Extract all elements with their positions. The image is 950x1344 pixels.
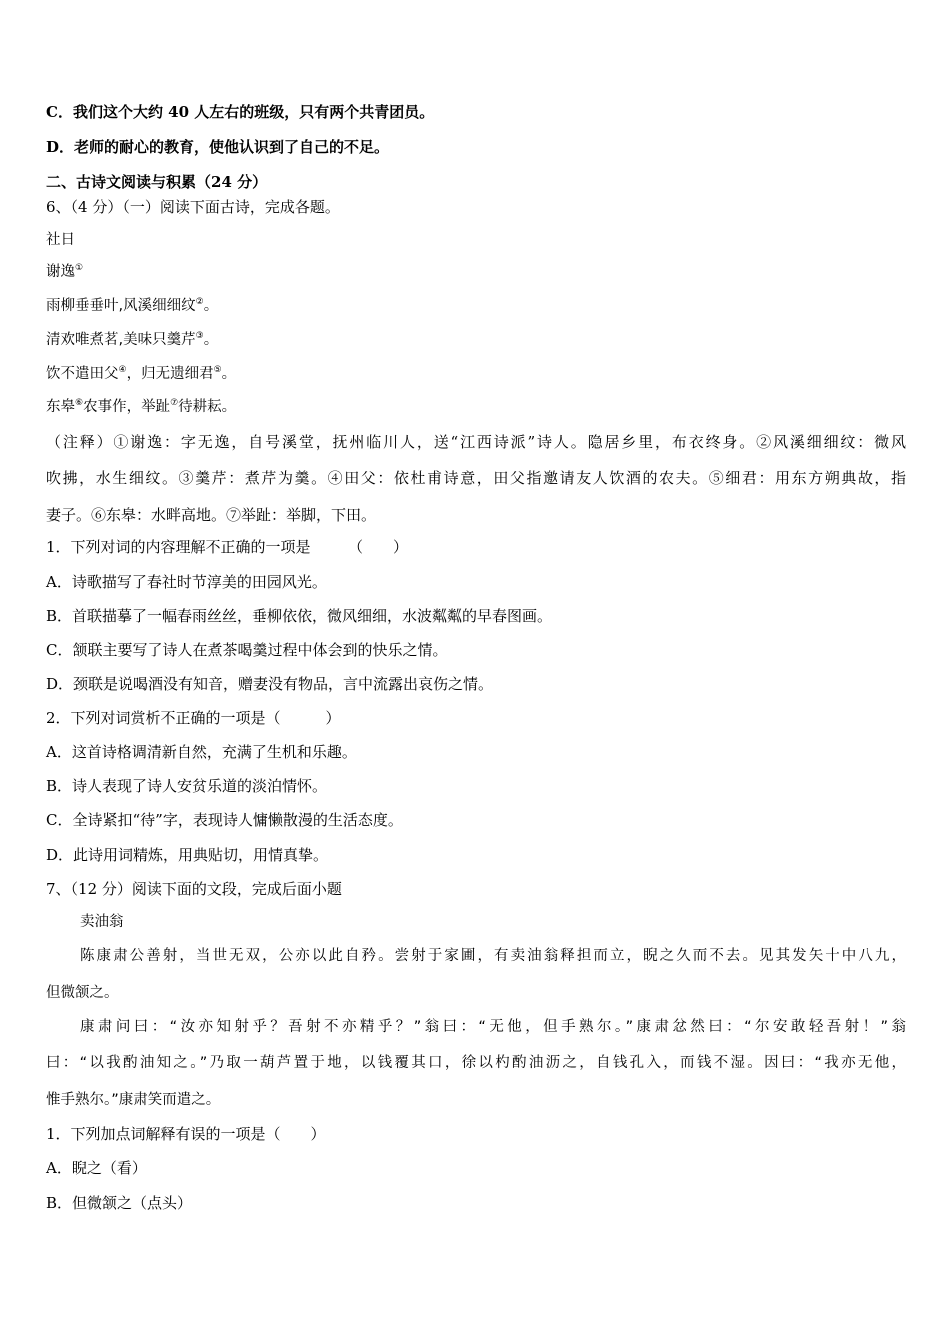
q6-sub1-option-d: D．颈联是说喝酒没有知音，赠妻没有物品，言中流露出哀伤之情。 xyxy=(46,675,494,693)
poem-author: 谢逸① xyxy=(46,263,84,280)
q6-sub1-option-a: A．诗歌描写了春社时节淳美的田园风光。 xyxy=(46,573,327,591)
q6-sub2-option-a: A．这首诗格调清新自然，充满了生机和乐趣。 xyxy=(46,743,357,761)
option-d-prev: D．老师的耐心的教育，使他认识到了自己的不足。 xyxy=(46,138,390,156)
q6-sub2-question: 2．下列对词赏析不正确的一项是（ ） xyxy=(46,709,341,727)
q6-sub1-option-c: C．颔联主要写了诗人在煮茶喝羹过程中体会到的快乐之情。 xyxy=(46,641,448,659)
poem-line-3: 饮不遣田父④，归无遗细君⑤。 xyxy=(46,365,237,382)
poem-notes-line-1: （注释）①谢逸：字无逸，自号溪堂，抚州临川人，送“江西诗派”诗人。隐居乡里，布衣终身。②风溪细细纹：微风 xyxy=(46,433,906,451)
option-c-prev: C．我们这个大约 40 人左右的班级，只有两个共青团员。 xyxy=(46,103,435,121)
passage-para1-line-1: 陈康肃公善射，当世无双，公亦以此自矜。尝射于家圃，有卖油翁释担而立，睨之久而不去。见其发矢十中八九， xyxy=(80,948,906,964)
poem-line-2: 清欢唯煮茗,美味只羹芹③。 xyxy=(46,331,219,348)
passage-para2-line-1: 康肃问曰：“汝亦知射乎？吾射不亦精乎？”翁曰：“无他，但手熟尔。”康肃忿然曰：“尔安敢轻吾射！”翁 xyxy=(80,1019,906,1035)
passage-para2-line-3: 惟手熟尔。”康肃笑而遣之。 xyxy=(46,1092,221,1108)
poem-notes-line-2: 吹拂，水生细纹。③羹芹：煮芹为羹。④田父：依杜甫诗意，田父指邀请友人饮酒的农夫。⑤细君：用东方朔典故，指 xyxy=(46,469,906,487)
passage-title: 卖油翁 xyxy=(80,914,124,930)
q6-sub1-option-b: B．首联描摹了一幅春雨丝丝，垂柳依依，微风细细，水波粼粼的早春图画。 xyxy=(46,607,553,625)
q6-sub1-question: 1．下列对词的内容理解不正确的一项是 （ ） xyxy=(46,538,409,556)
q7-sub1-option-a: A．睨之（看） xyxy=(46,1159,147,1177)
q7-sub1-option-b: B．但微颔之（点头） xyxy=(46,1194,193,1212)
q6-header: 6、（4 分）（一）阅读下面古诗，完成各题。 xyxy=(46,198,340,216)
passage-para2-line-2: 曰：“以我酌油知之。”乃取一葫芦置于地，以钱覆其口，徐以杓酌油沥之，自钱孔入，而钱不湿。因曰：“我亦无他， xyxy=(46,1055,907,1071)
poem-line-4: 东皋⑥农事作，举趾⑦待耕耘。 xyxy=(46,398,237,415)
poem-notes-line-3: 妻子。⑥东皋：水畔高地。⑦举趾：举脚，下田。 xyxy=(46,506,377,524)
q7-sub1-question: 1．下列加点词解释有误的一项是（ ） xyxy=(46,1125,326,1143)
q7-header: 7、（12 分）阅读下面的文段，完成后面小题 xyxy=(46,880,342,898)
passage-para1-line-2: 但微颔之。 xyxy=(46,985,119,1001)
poem-title: 社日 xyxy=(46,232,75,248)
section-title: 二、古诗文阅读与积累（24 分） xyxy=(46,173,268,191)
q6-sub2-option-d: D．此诗用词精炼，用典贴切，用情真挚。 xyxy=(46,846,329,864)
q6-sub2-option-b: B．诗人表现了诗人安贫乐道的淡泊情怀。 xyxy=(46,777,328,795)
q6-sub2-option-c: C．全诗紧扣“待”字，表现诗人慵懒散漫的生活态度。 xyxy=(46,811,403,829)
poem-line-1: 雨柳垂垂叶,风溪细细纹②。 xyxy=(46,297,219,314)
